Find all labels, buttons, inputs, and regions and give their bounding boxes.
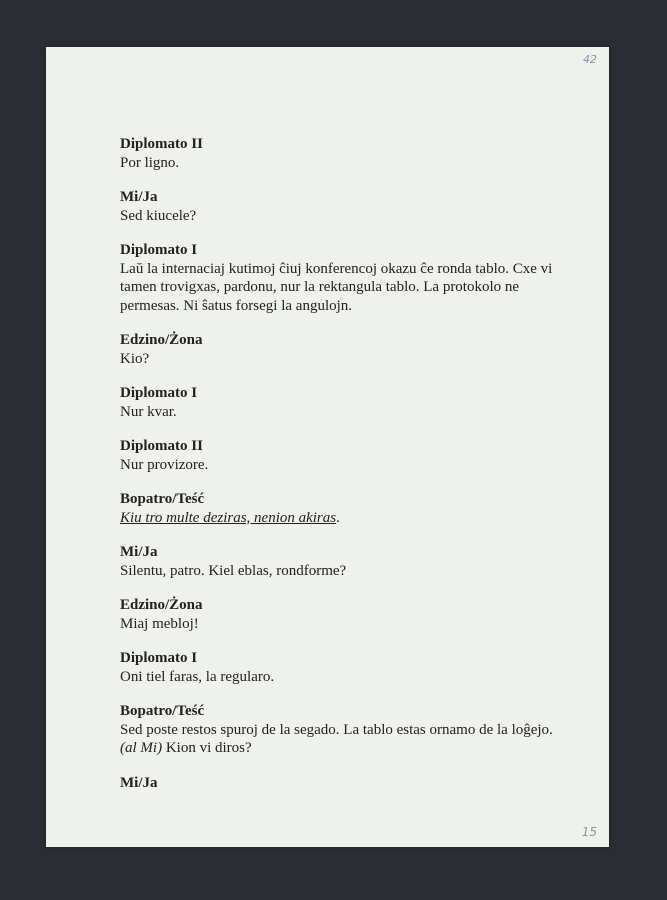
dialogue-block xyxy=(120,384,560,421)
dialogue-block xyxy=(120,702,560,758)
speaker-name: Mi/Ja xyxy=(120,544,158,560)
speaker-name: Bopatro/Teść xyxy=(120,703,205,719)
handwritten-page-number-bottom: 15 xyxy=(581,825,597,839)
speaker-name: Diplomato II xyxy=(120,136,203,152)
line-text-part: Sed poste restos spuroj de la segado. La tablo estas ornamo de la loĝejo. xyxy=(120,721,553,738)
speaker-name: Bopatro/Teść xyxy=(120,491,205,507)
handwritten-page-number-top: 42 xyxy=(583,53,597,66)
underlined-proverb: Kiu tro multe deziras, nenion akiras xyxy=(120,509,337,526)
script-text xyxy=(120,135,560,808)
dialogue-line xyxy=(120,721,560,758)
speaker-name: Diplomato I xyxy=(120,385,198,401)
speaker-name: Edzino/Żona xyxy=(120,332,203,348)
dialogue-block xyxy=(120,649,560,686)
dialogue-block xyxy=(120,241,560,315)
dialogue-line: Sed kiucele? xyxy=(120,207,197,224)
dialogue-line: Silentu, patro. Kiel eblas, rondforme? xyxy=(120,562,347,579)
speaker-name: Mi/Ja xyxy=(120,774,158,791)
speaker-name: Diplomato I xyxy=(120,242,198,258)
dialogue-line: Oni tiel faras, la regularo. xyxy=(120,668,275,685)
dialogue-block xyxy=(120,135,560,172)
dialogue-line: Nur kvar. xyxy=(120,403,177,420)
dialogue-line: Laŭ la internaciaj kutimoj ĉiuj konferencoj okazu ĉe ronda tablo. Cxe vi tamen trovigxas, pardonu, nur la rektangula tablo. La protokolo ne permesas. Ni ŝatus forsegi la angulojn. xyxy=(120,260,553,314)
dialogue-block xyxy=(120,331,560,368)
dialogue-block xyxy=(120,490,560,527)
stage-direction: (al Mi) xyxy=(120,740,163,756)
dialogue-block xyxy=(120,774,560,793)
speaker-name: Diplomato I xyxy=(120,650,198,666)
dialogue-line xyxy=(120,509,560,528)
line-trailing-text: . xyxy=(336,509,340,526)
dialogue-block xyxy=(120,188,560,225)
dialogue-block xyxy=(120,596,560,633)
line-trailing-text: Kion vi diros? xyxy=(165,740,252,756)
dialogue-block xyxy=(120,543,560,580)
dialogue-line: Miaj mebloj! xyxy=(120,615,199,632)
speaker-name: Mi/Ja xyxy=(120,189,158,205)
speaker-name: Diplomato II xyxy=(120,438,203,454)
speaker-name: Edzino/Żona xyxy=(120,597,203,613)
dialogue-block xyxy=(120,437,560,474)
document-page xyxy=(46,47,609,847)
dialogue-line: Kio? xyxy=(120,350,150,367)
dialogue-line: Nur provizore. xyxy=(120,456,209,473)
dialogue-line: Por ligno. xyxy=(120,154,180,171)
